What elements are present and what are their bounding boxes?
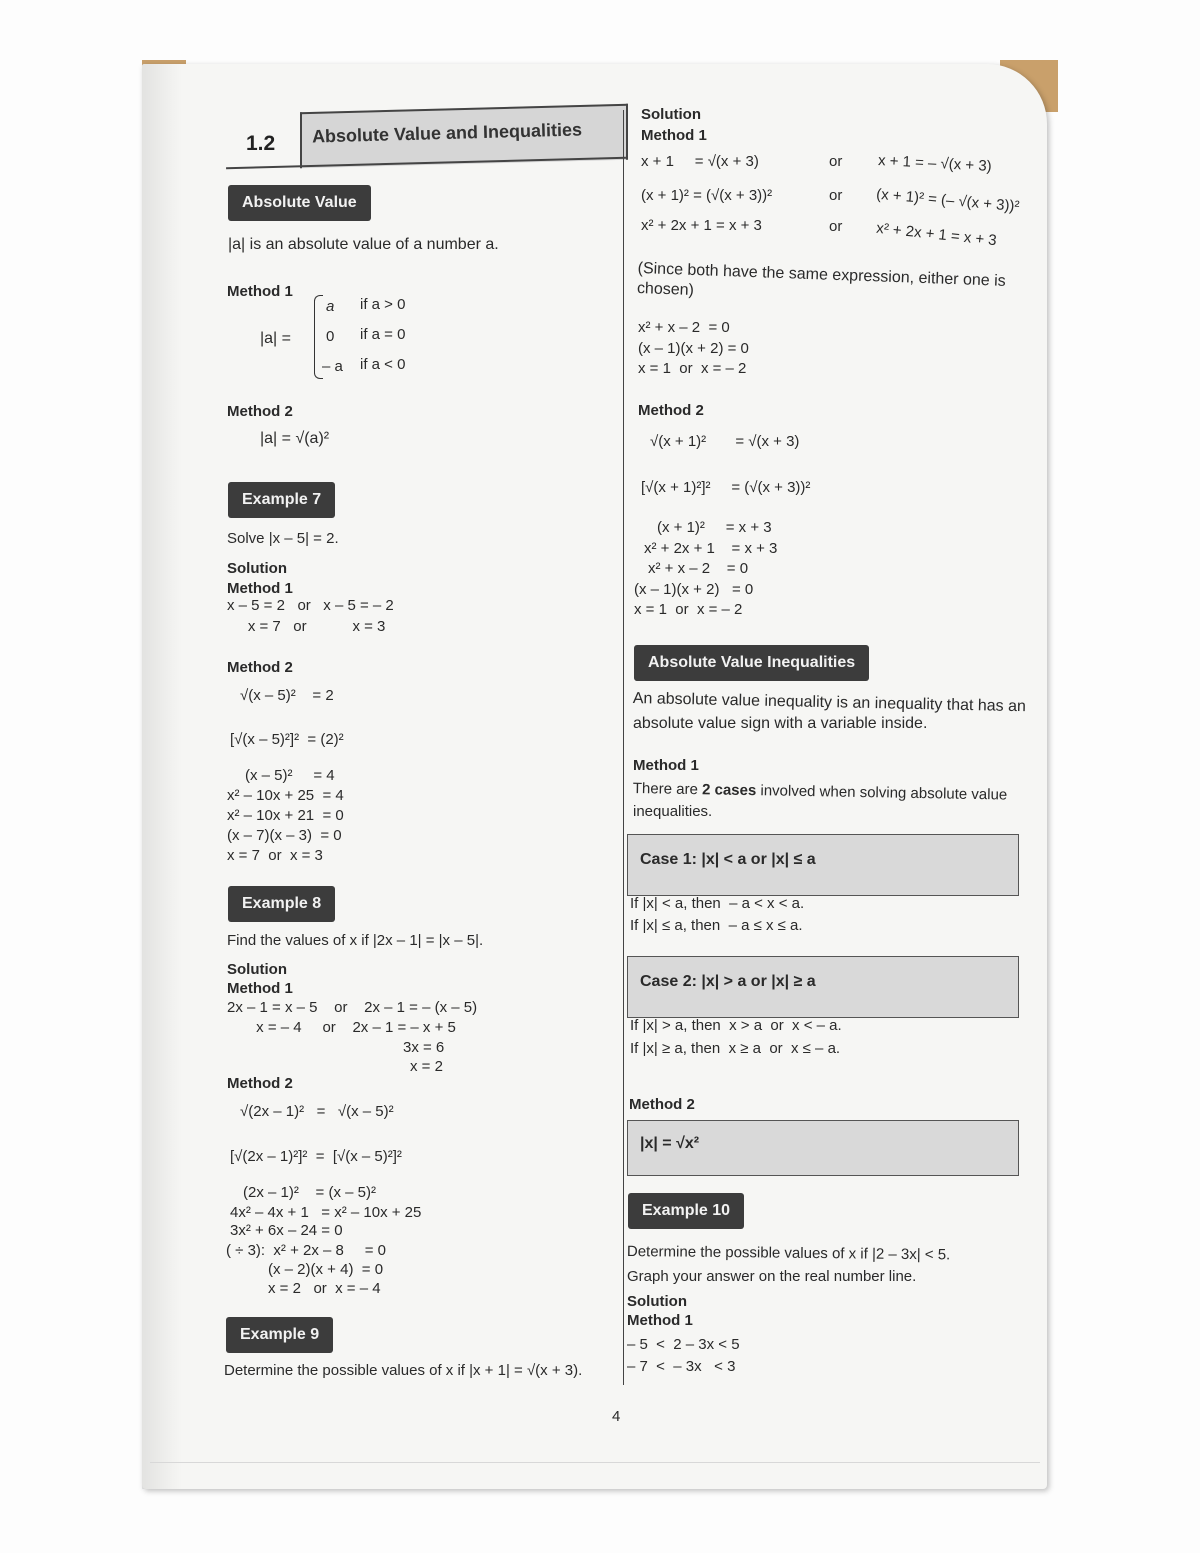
m2-line-4: x² + 2x + 1 = x + 3 [644,540,778,557]
example-8-m1-line-4: x = 2 [410,1058,443,1075]
example-8-method-1: Method 1 [227,980,293,997]
example-8-m2-line-8: x = 2 or x = – 4 [268,1280,381,1297]
case-value-2: 0 [326,328,335,345]
example-7-m2-line-7: x = 7 or x = 3 [227,847,323,864]
same-expression-note: (Since both have the same expression, either one is chosen) [636,259,1006,299]
case-2-line-1: If |x| > a, then x > a or x < – a. [630,1017,842,1034]
example-8-m1-line-3: 3x = 6 [403,1039,445,1056]
example-7-solution: Solution [227,560,287,577]
method-2-formula: |x| = √x² [640,1135,700,1152]
example-10-method-1: Method 1 [627,1312,693,1329]
case-1-line-1: If |x| < a, then – a < x < a. [630,895,805,912]
m2-line-1: √(x + 1)² = √(x + 3) [650,433,800,450]
method-2-formula-box [627,1120,1019,1176]
m1-row-2-or: or [829,187,843,204]
section-header [226,108,626,174]
m1-row-1-left: x + 1 = √(x + 3) [641,153,759,170]
example-7-m2-line-3: (x – 5)² = 4 [245,767,335,784]
example-7-m1-line-1: x – 5 = 2 or x – 5 = – 2 [227,597,394,614]
case-2-line-2: If |x| ≥ a, then x ≥ a or x ≤ – a. [630,1040,841,1057]
example-8-m2-line-4: 4x² – 4x + 1 = x² – 10x + 25 [230,1204,422,1221]
example-7-m2-line-5: x² – 10x + 21 = 0 [227,807,344,824]
absolute-value-heading: Absolute Value [228,185,371,221]
m1-solve-line-3: x = 1 or x = – 2 [638,360,747,377]
right-method-2-label: Method 2 [638,402,704,419]
example-7-method-2: Method 2 [227,659,293,676]
example-8-problem: Find the values of x if |2x – 1| = |x – 5|. [227,932,484,949]
definition-text: |a| is an absolute value of a number a. [228,236,499,253]
example-9-label: Example 9 [226,1317,333,1353]
avi-method-1-text-2: inequalities. [633,803,713,820]
avi-definition-line-2: absolute value sign with a variable inside. [633,715,928,732]
example-8-label: Example 8 [228,886,335,922]
method-1-label: Method 1 [227,283,293,300]
m1-row-1-or: or [829,153,843,170]
case-2-box [627,956,1019,1018]
m1-row-3-or: or [829,218,843,235]
case-1-box [627,834,1019,896]
right-method-1-label: Method 1 [641,127,707,144]
right-solution-label: Solution [641,106,701,123]
example-10-line-2: – 7 < – 3x < 3 [627,1358,736,1375]
case-value-1: a [326,298,335,315]
m2-line-7: x = 1 or x = – 2 [634,601,743,618]
example-7-method-1: Method 1 [227,580,293,597]
m2-line-2: [√(x + 1)²]² = (√(x + 3))² [641,479,811,496]
m2-line-5: x² + x – 2 = 0 [648,560,749,577]
column-divider [623,110,624,1385]
example-7-m2-line-1: √(x – 5)² = 2 [240,687,334,704]
example-8-m1-line-2: x = – 4 or 2x – 1 = – x + 5 [227,1019,456,1036]
case-cond-2: if a = 0 [360,326,406,343]
case-cond-1: if a > 0 [360,296,406,313]
example-7-m2-line-2: [√(x – 5)²]² = (2)² [230,731,344,748]
m1-row-3-right: x² + 2x + 1 = x + 3 [875,219,998,250]
example-8-m2-line-7: (x – 2)(x + 4) = 0 [268,1261,384,1278]
example-7-m1-line-2: x = 7 or x = 3 [227,618,386,635]
example-8-m1-line-1: 2x – 1 = x – 5 or 2x – 1 = – (x – 5) [227,999,478,1016]
case-value-3: – a [322,358,343,375]
method-2-formula: |a| = √(a)² [260,430,330,447]
m2-line-6: (x – 1)(x + 2) = 0 [634,581,754,598]
example-8-m2-line-2: [√(2x – 1)²]² = [√(x – 5)²]² [230,1148,402,1165]
m1-row-2-left: (x + 1)² = (√(x + 3))² [641,187,773,204]
section-title: Absolute Value and Inequalities [311,119,583,147]
m1-row-1-right: x + 1 = – √(x + 3) [877,152,993,175]
case-1-title: Case 1: |x| < a or |x| ≤ a [640,851,816,868]
example-10-problem-2: Graph your answer on the real number line. [627,1268,917,1285]
m2-line-3: (x + 1)² = x + 3 [657,519,772,536]
m1-row-3-left: x² + 2x + 1 = x + 3 [641,217,762,234]
m1-solve-line-2: (x – 1)(x + 2) = 0 [638,340,749,357]
avi-method-2-label: Method 2 [629,1096,695,1113]
example-8-m2-line-5: 3x² + 6x – 24 = 0 [230,1222,343,1239]
avi-text-a: There are [632,780,703,799]
example-10-label: Example 10 [628,1193,744,1229]
section-number: 1.2 [246,132,276,155]
example-8-m2-line-3: (2x – 1)² = (x – 5)² [243,1184,376,1201]
example-8-m2-line-6: ( ÷ 3): x² + 2x – 8 = 0 [226,1242,386,1259]
example-10-solution: Solution [627,1293,687,1310]
example-8-solution: Solution [227,961,287,978]
avi-text-c: involved when solving absolute value [756,782,1008,804]
example-7-label: Example 7 [228,482,335,518]
case-cond-3: if a < 0 [360,356,406,373]
example-7-m2-line-6: (x – 7)(x – 3) = 0 [227,827,342,844]
abs-value-inequalities-heading: Absolute Value Inequalities [634,645,869,681]
m1-solve-line-1: x² + x – 2 = 0 [638,319,730,336]
page-number: 4 [612,1408,621,1425]
example-7-m2-line-4: x² – 10x + 25 = 4 [227,787,344,804]
piecewise-lhs: |a| = [260,330,291,347]
example-9-problem: Determine the possible values of x if |x + 1| = √(x + 3). [224,1362,583,1379]
avi-method-1-label: Method 1 [633,757,699,774]
example-8-m2-line-1: √(2x – 1)² = √(x – 5)² [240,1103,394,1120]
avi-definition-line-1: An absolute value inequality is an inequality that has an [632,690,1027,716]
example-8-method-2: Method 2 [227,1075,293,1092]
method-2-label: Method 2 [227,403,293,420]
case-1-line-2: If |x| ≤ a, then – a ≤ x ≤ a. [630,917,803,934]
case-2-title: Case 2: |x| > a or |x| ≥ a [640,973,816,990]
page-bottom-edge [150,1462,1040,1487]
example-7-problem: Solve |x – 5| = 2. [227,530,339,547]
example-10-line-1: – 5 < 2 – 3x < 5 [627,1336,740,1353]
m1-row-2-right: (x + 1)² = (– √(x + 3))² [875,185,1021,216]
example-10-problem-1: Determine the possible values of x if |2 – 3x| < 5. [626,1243,951,1264]
page-shadow [142,64,182,1489]
avi-text-bold: 2 cases [701,781,757,800]
